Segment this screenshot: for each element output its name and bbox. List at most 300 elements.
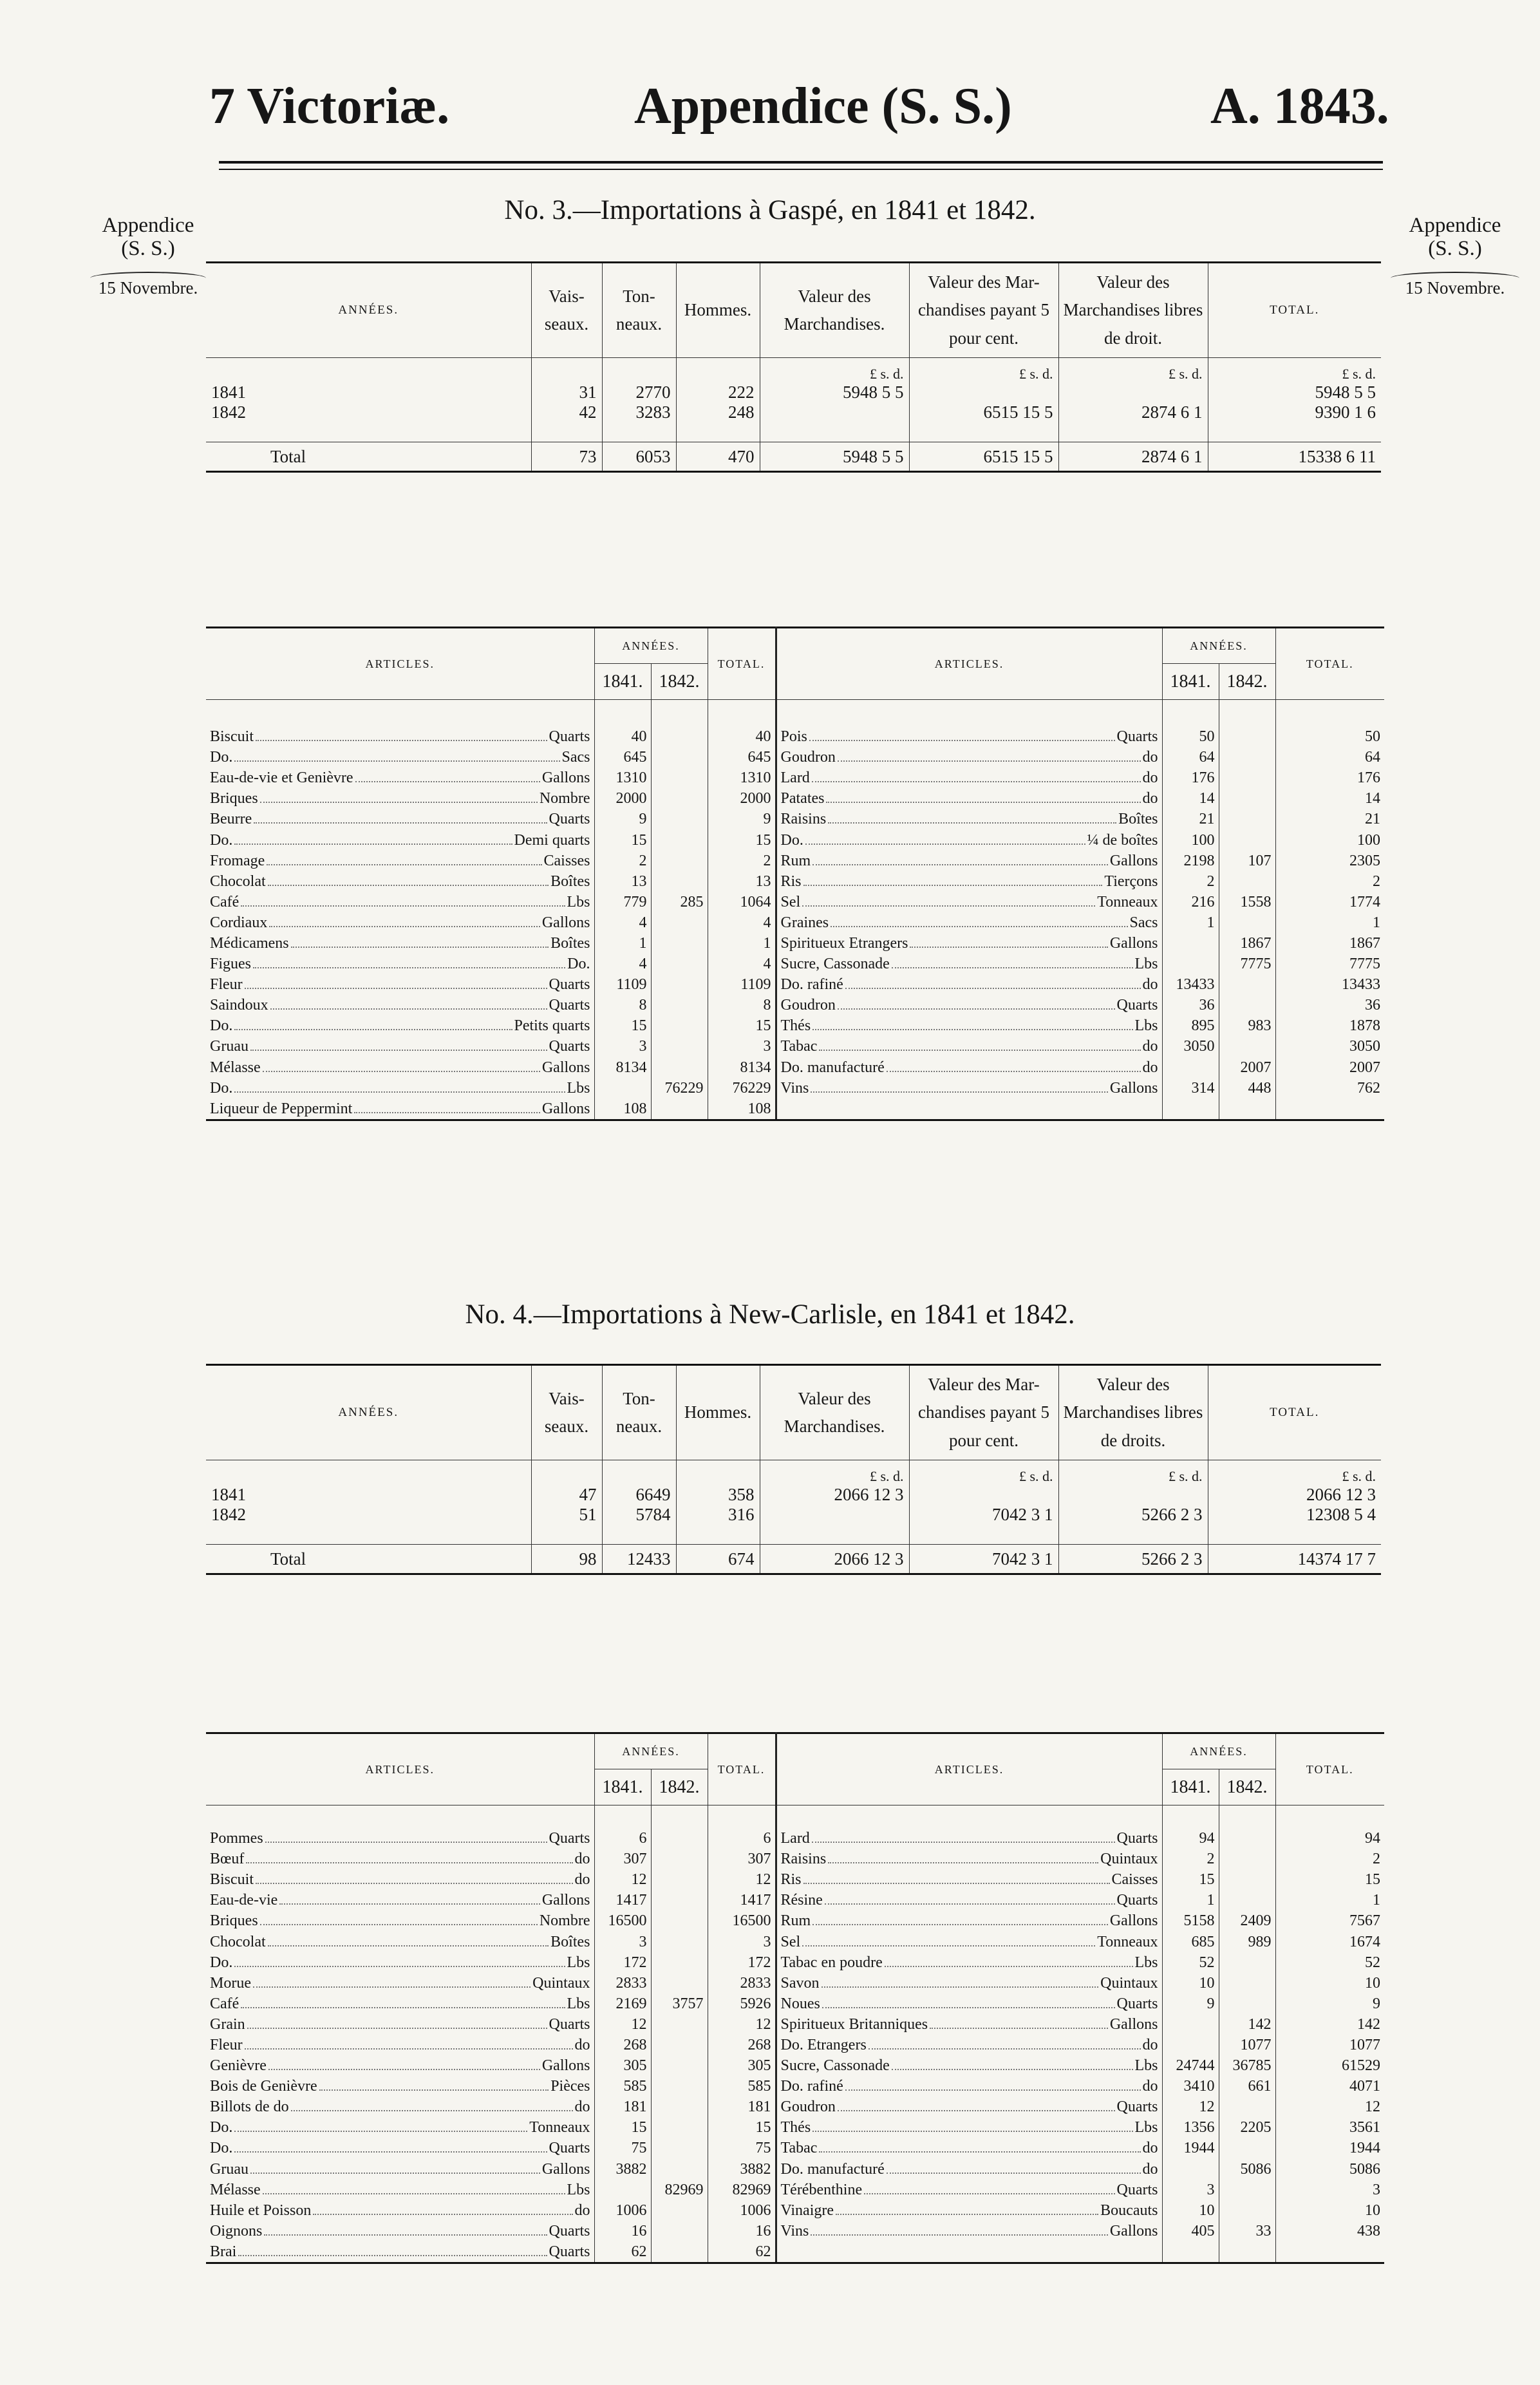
value-1842: 33 xyxy=(1219,2221,1275,2241)
article-unit: Gallons xyxy=(541,1892,590,1909)
value-1842 xyxy=(1219,1890,1275,1911)
value-1842 xyxy=(651,912,708,933)
value-1841: 216 xyxy=(1162,892,1219,912)
article-cell xyxy=(206,1870,594,1890)
article-cell xyxy=(206,1078,594,1098)
value-total: 4 xyxy=(708,954,776,975)
article-name: Genièvre xyxy=(210,2057,267,2075)
table-row xyxy=(206,1078,1384,1098)
article-cell xyxy=(776,2180,1162,2200)
value-1841 xyxy=(1162,2241,1219,2263)
value-total: 3882 xyxy=(708,2159,776,2180)
value-total: 36 xyxy=(1275,995,1384,1016)
article-unit: Gallons xyxy=(541,1059,590,1076)
article-cell xyxy=(206,2035,594,2055)
value-total: 305 xyxy=(708,2056,776,2077)
col-annees: ANNÉES. xyxy=(1162,628,1275,664)
article-unit: Gallons xyxy=(1109,2222,1158,2239)
year: 1842 xyxy=(211,402,246,422)
valeur: 2066 12 3 xyxy=(760,1485,909,1505)
article-unit: Gallons xyxy=(541,914,590,931)
payant xyxy=(909,382,1058,402)
article-unit: do xyxy=(574,1851,590,1868)
article-leader xyxy=(781,1871,1158,1889)
value-1842 xyxy=(1219,1952,1275,1973)
value-total: 762 xyxy=(1275,1078,1384,1098)
payant: 6515 15 5 xyxy=(909,442,1058,472)
article-leader xyxy=(781,1038,1158,1055)
value-1841: 15 xyxy=(1162,1870,1219,1890)
value-1841: 2198 xyxy=(1162,851,1219,871)
article-leader xyxy=(781,811,1158,828)
article-leader xyxy=(781,873,1158,891)
value-1841: 307 xyxy=(594,1849,651,1870)
value-1841: 50 xyxy=(1162,727,1219,748)
article-name: Thés xyxy=(780,2119,811,2136)
dot-leader xyxy=(269,915,540,927)
value-1842 xyxy=(651,2159,708,2180)
col-payant: Valeur des Mar-chandises payant 5 pour cent. xyxy=(909,263,1058,358)
article-leader xyxy=(210,749,590,766)
value-total: 3561 xyxy=(1275,2118,1384,2138)
value-1841 xyxy=(1162,933,1219,954)
value-1842 xyxy=(651,1037,708,1057)
article-unit: Quarts xyxy=(549,1038,590,1055)
article-unit: Gallons xyxy=(1109,1912,1158,1930)
value-1842 xyxy=(651,1849,708,1870)
value-1842: 82969 xyxy=(651,2180,708,2200)
article-leader xyxy=(781,894,1158,911)
article-name: Chocolat xyxy=(210,1933,266,1950)
value-1842 xyxy=(1219,1973,1275,1994)
total: 9390 1 6 xyxy=(1208,402,1381,422)
dot-leader xyxy=(241,894,565,907)
value-1842 xyxy=(651,2241,708,2263)
article-cell xyxy=(206,1973,594,1994)
article-unit: do xyxy=(574,2036,590,2053)
article-cell xyxy=(206,892,594,912)
value-1841: 181 xyxy=(594,2097,651,2118)
value-1841: 13 xyxy=(594,871,651,892)
col-total: TOTAL. xyxy=(1275,628,1384,700)
dot-leader xyxy=(267,853,541,865)
article-leader xyxy=(210,997,590,1014)
article-name: Fleur xyxy=(210,2036,243,2053)
hommes: 316 xyxy=(676,1505,760,1525)
article-unit: Nombre xyxy=(539,1912,590,1930)
value-1842: 5086 xyxy=(1219,2159,1275,2180)
article-unit: Gallons xyxy=(1109,852,1158,869)
value-1841: 1310 xyxy=(594,768,651,789)
value-total: 100 xyxy=(1275,830,1384,851)
value-total: 4 xyxy=(708,912,776,933)
value-total: 16 xyxy=(708,2221,776,2241)
dot-leader xyxy=(803,1872,1110,1884)
value-1841: 9 xyxy=(1162,1994,1219,2014)
article-leader xyxy=(210,1017,590,1035)
dot-leader xyxy=(825,1893,1115,1905)
article-leader xyxy=(781,2140,1158,2157)
article-cell xyxy=(776,1057,1162,1078)
dot-leader xyxy=(256,1872,572,1884)
value-1842 xyxy=(1219,1829,1275,1849)
article-cell xyxy=(206,1057,594,1078)
article-cell xyxy=(776,1829,1162,1849)
article-name: Vinaigre xyxy=(780,2201,834,2219)
value-total: 10 xyxy=(1275,1973,1384,1994)
value-total: 1878 xyxy=(1275,1016,1384,1037)
article-cell xyxy=(206,1952,594,1973)
article-unit: Gallons xyxy=(1109,1079,1158,1097)
value-1841: 1 xyxy=(1162,912,1219,933)
article-unit: Gallons xyxy=(541,769,590,787)
hommes: 674 xyxy=(676,1545,760,1574)
table-row xyxy=(206,2014,1384,2035)
article-unit: Lbs xyxy=(1134,956,1158,973)
article-name: Billots de do xyxy=(210,2098,289,2116)
article-cell xyxy=(206,2180,594,2200)
article-name: Eau-de-vie et Genièvre xyxy=(210,769,353,787)
article-cell xyxy=(206,2221,594,2241)
article-cell xyxy=(776,2118,1162,2138)
value-1842 xyxy=(651,830,708,851)
value-total: 76229 xyxy=(708,1078,776,1098)
value-1841: 8134 xyxy=(594,1057,651,1078)
article-cell xyxy=(206,2159,594,2180)
table3-title: No. 3.—Importations à Gaspé, en 1841 et 1842. xyxy=(504,195,1036,225)
table-row xyxy=(206,1485,1381,1505)
article-leader xyxy=(781,1892,1158,1909)
dot-leader xyxy=(838,2099,1115,2111)
value-total: 3 xyxy=(708,1037,776,1057)
article-unit: Nombre xyxy=(539,790,590,807)
dot-leader xyxy=(241,1996,565,2008)
dot-leader xyxy=(802,1934,1095,1947)
value-total: 1 xyxy=(708,933,776,954)
article-unit: Quarts xyxy=(549,2222,590,2239)
col-annees: ANNÉES. xyxy=(338,303,399,317)
article-name: Sucre, Cassonade xyxy=(780,956,890,973)
value-1841: 12 xyxy=(594,1870,651,1890)
dot-leader xyxy=(245,2037,573,2050)
article-unit: Caisses xyxy=(1111,1871,1158,1889)
article-unit: do xyxy=(574,2098,590,2116)
article-unit: ¼ de boîtes xyxy=(1087,831,1158,849)
libres: 5266 2 3 xyxy=(1058,1545,1208,1574)
dot-leader xyxy=(246,1851,572,1863)
article-cell xyxy=(776,2221,1162,2241)
value-total: 1 xyxy=(1275,912,1384,933)
dot-leader xyxy=(828,812,1116,824)
article-cell xyxy=(776,933,1162,954)
col-1841: 1841. xyxy=(594,1769,651,1805)
dot-leader xyxy=(892,2058,1133,2070)
article-unit: Quarts xyxy=(1116,997,1158,1014)
value-1841: 1417 xyxy=(594,1890,651,1911)
article-leader xyxy=(210,769,590,787)
value-1842 xyxy=(651,748,708,768)
article-unit: Quarts xyxy=(549,2015,590,2033)
dot-leader xyxy=(811,2223,1107,2236)
article-leader xyxy=(781,1017,1158,1035)
dot-leader xyxy=(354,1101,540,1113)
value-1842 xyxy=(1219,995,1275,1016)
article-leader xyxy=(210,1830,590,1847)
table-row xyxy=(206,2159,1384,2180)
article-cell xyxy=(776,830,1162,851)
value-1841: 2 xyxy=(1162,1849,1219,1870)
tonneaux: 5784 xyxy=(602,1505,676,1525)
article-name: Beurre xyxy=(210,811,252,828)
value-total: 2 xyxy=(1275,871,1384,892)
dot-leader xyxy=(260,791,538,804)
value-1841: 21 xyxy=(1162,809,1219,830)
value-total: 1006 xyxy=(708,2200,776,2221)
article-cell xyxy=(206,933,594,954)
value-total: 2305 xyxy=(1275,851,1384,871)
article-leader xyxy=(210,956,590,973)
col-articles: ARTICLES. xyxy=(365,1762,435,1776)
value-1841: 3050 xyxy=(1162,1037,1219,1057)
side-note-title: Appendice xyxy=(102,214,194,237)
article-leader xyxy=(210,1038,590,1055)
article-unit: do xyxy=(1142,2078,1158,2095)
libres xyxy=(1058,1485,1208,1505)
article-unit: Quarts xyxy=(549,2243,590,2260)
hommes: 222 xyxy=(676,382,760,402)
dot-leader xyxy=(234,2120,527,2133)
value-1842 xyxy=(1219,2200,1275,2221)
dot-leader xyxy=(247,2017,547,2029)
article-leader xyxy=(781,1995,1158,2013)
total-label: Total xyxy=(206,1545,531,1574)
article-unit: Quarts xyxy=(1116,2098,1158,2116)
value-1842 xyxy=(1219,1037,1275,1057)
money-units: £ s. d. xyxy=(1058,1460,1208,1485)
value-1842 xyxy=(1219,809,1275,830)
article-cell xyxy=(776,1952,1162,1973)
value-1842 xyxy=(651,1016,708,1037)
article-leader xyxy=(210,2037,590,2054)
article-leader xyxy=(210,2119,590,2136)
article-unit: Lbs xyxy=(567,893,590,910)
article-leader xyxy=(210,2243,590,2261)
value-1841: 15 xyxy=(594,1016,651,1037)
article-unit: Caisses xyxy=(543,852,590,869)
article-name: Do. xyxy=(780,831,803,849)
table-row xyxy=(206,402,1381,422)
article-name: Mélasse xyxy=(210,1059,261,1076)
value-total: 1417 xyxy=(708,1890,776,1911)
dot-leader xyxy=(263,2182,565,2194)
value-1842: 661 xyxy=(1219,2077,1275,2097)
article-name: Grain xyxy=(210,2015,245,2033)
article-unit: Boucauts xyxy=(1100,2201,1158,2219)
value-1842 xyxy=(651,2138,708,2159)
value-total: 7775 xyxy=(1275,954,1384,975)
value-1841: 64 xyxy=(1162,748,1219,768)
vaisseaux: 42 xyxy=(531,402,602,422)
value-1841: 3 xyxy=(1162,2180,1219,2200)
table-row xyxy=(206,789,1384,809)
table-row xyxy=(206,2180,1384,2200)
table-row xyxy=(206,851,1384,871)
article-name: Saindoux xyxy=(210,997,268,1014)
article-cell xyxy=(776,954,1162,975)
table-row xyxy=(206,1037,1384,1057)
side-note-code: (S. S.) xyxy=(1428,237,1482,261)
dot-leader xyxy=(819,2141,1140,2153)
value-total: 15 xyxy=(708,2118,776,2138)
article-leader xyxy=(210,914,590,932)
article-unit: Quarts xyxy=(549,2140,590,2157)
value-1841: 24744 xyxy=(1162,2056,1219,2077)
value-1841: 12 xyxy=(1162,2097,1219,2118)
value-1841: 15 xyxy=(594,830,651,851)
article-leader xyxy=(781,2182,1158,2199)
table-row xyxy=(206,1016,1384,1037)
article-name: Do. xyxy=(210,2140,233,2157)
article-unit: Quarts xyxy=(549,997,590,1014)
value-total: 10 xyxy=(1275,2200,1384,2221)
value-total: 15 xyxy=(708,1016,776,1037)
dot-leader xyxy=(809,729,1115,741)
value-total: 268 xyxy=(708,2035,776,2055)
article-leader xyxy=(781,2119,1158,2136)
col-1842: 1842. xyxy=(651,664,708,700)
dot-leader xyxy=(828,1851,1098,1863)
table-row xyxy=(206,2097,1384,2118)
value-1842 xyxy=(651,1098,708,1120)
table4-imports-new-carlisle xyxy=(206,1364,1381,1575)
header-right: A. 1843. xyxy=(1210,78,1389,135)
dot-leader xyxy=(265,1831,547,1843)
value-1841: 100 xyxy=(1162,830,1219,851)
table-row xyxy=(206,2077,1384,2097)
value-1841: 10 xyxy=(1162,1973,1219,1994)
payant: 7042 3 1 xyxy=(909,1505,1058,1525)
col-total: TOTAL. xyxy=(1208,263,1381,358)
table-row xyxy=(206,975,1384,995)
dot-leader xyxy=(250,1039,547,1051)
dot-leader xyxy=(812,853,1108,865)
dot-leader xyxy=(313,2203,572,2215)
table-row xyxy=(206,1952,1384,1973)
dot-leader xyxy=(253,956,565,968)
value-1841: 1 xyxy=(594,933,651,954)
article-leader xyxy=(210,811,590,828)
value-total: 4071 xyxy=(1275,2077,1384,2097)
col-vaisseaux: Vais-seaux. xyxy=(531,1365,602,1460)
article-leader xyxy=(781,976,1158,994)
article-cell xyxy=(206,2097,594,2118)
article-cell xyxy=(776,2200,1162,2221)
article-cell xyxy=(776,1849,1162,1870)
value-1841: 1 xyxy=(1162,1890,1219,1911)
value-1841: 16 xyxy=(594,2221,651,2241)
article-cell xyxy=(776,1911,1162,1932)
vaisseaux: 73 xyxy=(531,442,602,472)
value-total: 2000 xyxy=(708,789,776,809)
value-1842: 989 xyxy=(1219,1932,1275,1952)
article-leader xyxy=(210,1100,590,1118)
tonneaux: 12433 xyxy=(602,1545,676,1574)
article-unit: Quarts xyxy=(549,1830,590,1847)
value-1842 xyxy=(1219,1870,1275,1890)
article-name: Lard xyxy=(780,1830,810,1847)
value-1842 xyxy=(651,789,708,809)
article-unit: Do. xyxy=(567,956,590,973)
article-name: Cordiaux xyxy=(210,914,268,931)
dot-leader xyxy=(279,1893,540,1905)
article-cell xyxy=(206,768,594,789)
col-1841: 1841. xyxy=(1162,664,1219,700)
article-unit: Boîtes xyxy=(550,872,590,890)
article-name: Do. manufacturé xyxy=(780,2160,885,2178)
value-total: 94 xyxy=(1275,1829,1384,1849)
value-total: 16500 xyxy=(708,1911,776,1932)
article-leader xyxy=(781,1080,1158,1097)
article-name: Graines xyxy=(780,914,829,931)
article-cell xyxy=(206,1098,594,1120)
dot-leader xyxy=(260,1914,538,1926)
year: 1841 xyxy=(211,382,246,402)
col-total: TOTAL. xyxy=(1208,1365,1381,1460)
article-leader xyxy=(210,894,590,911)
value-total: 142 xyxy=(1275,2014,1384,2035)
article-name: Spiritueux Britanniques xyxy=(780,2015,928,2033)
value-1841: 3882 xyxy=(594,2159,651,2180)
article-leader xyxy=(781,1954,1158,1972)
value-1842 xyxy=(1219,1994,1275,2014)
table-row xyxy=(206,768,1384,789)
col-1842: 1842. xyxy=(1219,1769,1275,1805)
dot-leader xyxy=(802,894,1095,907)
dot-leader xyxy=(822,1996,1115,2008)
value-1841: 176 xyxy=(1162,768,1219,789)
year: 1841 xyxy=(211,1485,246,1504)
libres: 2874 6 1 xyxy=(1058,442,1208,472)
article-name: Bœuf xyxy=(210,1851,245,1868)
value-total: 1 xyxy=(1275,1890,1384,1911)
dot-leader xyxy=(805,833,1085,845)
value-1842 xyxy=(651,933,708,954)
article-leader xyxy=(210,2140,590,2157)
value-1842 xyxy=(651,809,708,830)
value-1842 xyxy=(651,2035,708,2055)
article-leader xyxy=(781,914,1158,932)
article-cell xyxy=(206,2056,594,2077)
article-name: Chocolat xyxy=(210,872,266,890)
dot-leader xyxy=(245,977,547,989)
dot-leader xyxy=(887,2162,1141,2174)
table4-title: No. 4.—Importations à New-Carlisle, en 1841 et 1842. xyxy=(465,1299,1075,1330)
hommes: 470 xyxy=(676,442,760,472)
dot-leader xyxy=(812,1019,1132,1031)
value-1841 xyxy=(1162,2014,1219,2035)
article-cell xyxy=(206,1994,594,2014)
value-1842 xyxy=(651,2221,708,2241)
value-1842 xyxy=(651,2014,708,2035)
table-row xyxy=(206,933,1384,954)
value-total: 5926 xyxy=(708,1994,776,2014)
hommes: 358 xyxy=(676,1485,760,1505)
table-row xyxy=(206,995,1384,1016)
value-total: 5086 xyxy=(1275,2159,1384,2180)
value-1841 xyxy=(1162,2035,1219,2055)
value-total: 15 xyxy=(708,830,776,851)
value-total xyxy=(1275,1098,1384,1120)
